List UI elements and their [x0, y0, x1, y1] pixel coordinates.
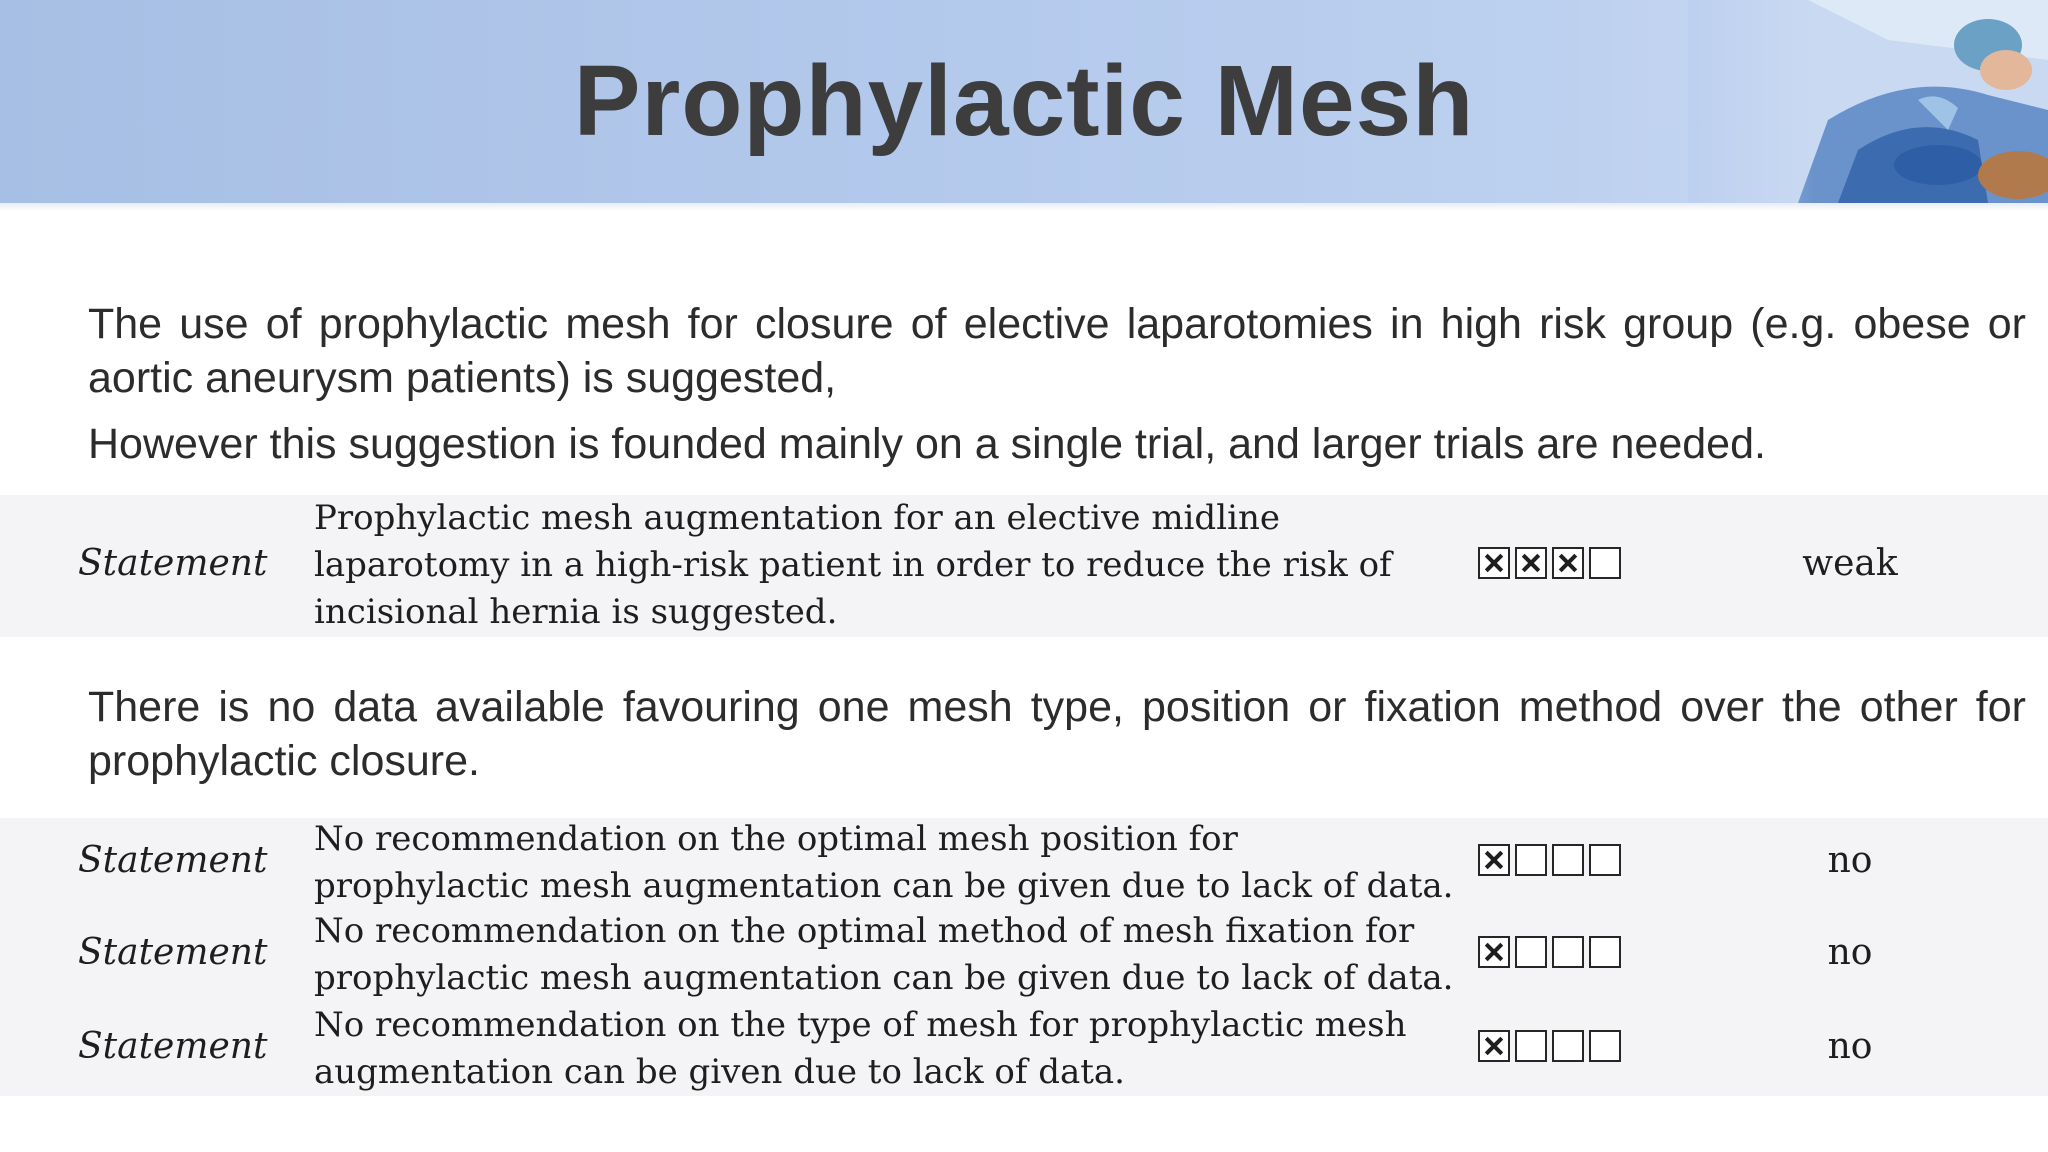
recommendation-strength: weak [1802, 543, 1898, 584]
recommendation-strength: no [1827, 932, 1873, 973]
evidence-boxes [1478, 936, 1621, 968]
evidence-box-empty [1552, 936, 1584, 968]
evidence-box-checked [1478, 936, 1510, 968]
intro-paragraph: The use of prophylactic mesh for closure of elective laparotomies in high risk group (e.g. obese or aortic aneurysm patients) is suggested, [88, 300, 2026, 402]
statement-label: Statement [78, 1026, 268, 1067]
evidence-box-checked [1478, 844, 1510, 876]
slide-title: Prophylactic Mesh [573, 45, 1475, 157]
table-row [0, 818, 2048, 910]
statement-line: No recommendation on the type of mesh for prophylactic mesh [314, 1005, 1407, 1045]
statement-line: No recommendation on the optimal mesh position for [314, 819, 1238, 859]
statement-label: Statement [78, 932, 268, 973]
evidence-box-empty [1589, 844, 1621, 876]
evidence-box-empty [1515, 844, 1547, 876]
statement-table-1 [0, 495, 2048, 637]
evidence-box-empty [1515, 1030, 1547, 1062]
evidence-box-checked [1478, 547, 1510, 579]
evidence-boxes [1478, 547, 1621, 579]
statement-text [314, 816, 1454, 910]
recommendation-strength: no [1827, 1026, 1873, 1067]
evidence-box-empty [1552, 1030, 1584, 1062]
evidence-box-empty [1589, 1030, 1621, 1062]
evidence-box-checked [1515, 547, 1547, 579]
banner-shadow [0, 203, 2048, 211]
statement-line: No recommendation on the optimal method of mesh fixation for [314, 911, 1415, 951]
statement-line: laparotomy in a high-risk patient in order to reduce the risk of [314, 545, 1392, 585]
table-row [0, 910, 2048, 1002]
statement-text [314, 908, 1454, 1002]
recommendation-strength: no [1827, 840, 1873, 881]
statement-line: prophylactic mesh augmentation can be given due to lack of data. [314, 958, 1454, 998]
statement-label: Statement [78, 543, 268, 584]
table-row [0, 495, 2048, 637]
statement-line: incisional hernia is suggested. [314, 592, 838, 632]
title-banner [0, 0, 2048, 203]
table-row [0, 1004, 2048, 1096]
statement-line: Prophylactic mesh augmentation for an elective midline [314, 498, 1280, 538]
evidence-box-empty [1589, 936, 1621, 968]
evidence-box-empty [1515, 936, 1547, 968]
evidence-boxes [1478, 844, 1621, 876]
statement-line: augmentation can be given due to lack of data. [314, 1052, 1125, 1092]
statement-table-2 [0, 818, 2048, 1096]
evidence-box-empty [1552, 844, 1584, 876]
evidence-boxes [1478, 1030, 1621, 1062]
evidence-box-empty [1589, 547, 1621, 579]
statement-line: prophylactic mesh augmentation can be given due to lack of data. [314, 866, 1454, 906]
statement-label: Statement [78, 840, 268, 881]
statement-text [314, 495, 1454, 636]
statement-text [314, 1002, 1454, 1096]
however-paragraph: However this suggestion is founded mainly on a single trial, and larger trials are needed. [88, 420, 1766, 468]
evidence-box-checked [1478, 1030, 1510, 1062]
evidence-box-checked [1552, 547, 1584, 579]
no-data-paragraph: There is no data available favouring one mesh type, position or fixation method over the other for prophylactic closure. [88, 683, 2026, 785]
